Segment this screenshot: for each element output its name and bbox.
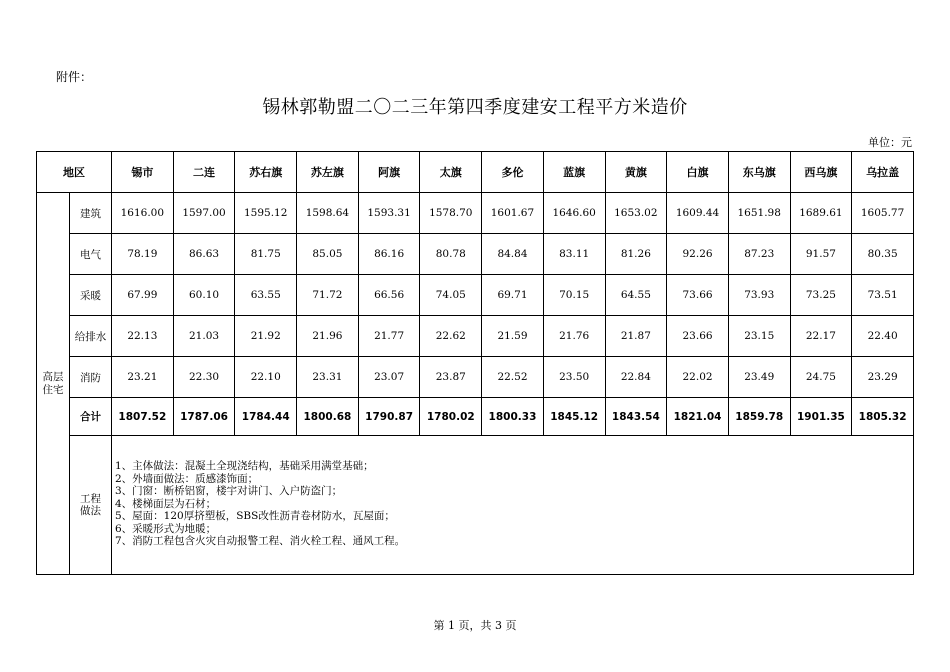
unit-label: 单位：元	[868, 136, 912, 149]
row-label: 采暖	[70, 275, 112, 316]
total-cell: 1901.35	[790, 398, 852, 436]
method-notes	[112, 436, 914, 575]
page-footer: 第 1 页，共 3 页	[433, 619, 517, 632]
value-cell: 64.55	[605, 275, 667, 316]
value-cell: 23.87	[420, 357, 482, 398]
value-cell: 63.55	[235, 275, 297, 316]
method-note: 5、屋面：120厚挤塑板，SBS改性沥青卷材防水，瓦屋面；	[115, 510, 395, 522]
region-header-cell: 锡市	[112, 152, 174, 193]
cost-table	[36, 151, 914, 575]
value-cell: 24.75	[790, 357, 852, 398]
region-header-cell: 蓝旗	[543, 152, 605, 193]
value-cell: 21.76	[543, 316, 605, 357]
value-cell: 86.63	[173, 234, 235, 275]
value-cell: 67.99	[112, 275, 174, 316]
value-cell: 1595.12	[235, 193, 297, 234]
value-cell: 23.29	[852, 357, 914, 398]
table-row	[37, 193, 914, 234]
value-cell: 22.17	[790, 316, 852, 357]
region-header-cell: 二连	[173, 152, 235, 193]
row-label: 给排水	[70, 316, 112, 357]
value-cell: 91.57	[790, 234, 852, 275]
value-cell: 22.62	[420, 316, 482, 357]
total-cell: 1845.12	[543, 398, 605, 436]
value-cell: 21.77	[358, 316, 420, 357]
value-cell: 23.21	[112, 357, 174, 398]
method-note: 4、楼梯面层为石材；	[115, 497, 217, 510]
total-cell: 1821.04	[667, 398, 729, 436]
value-cell: 23.49	[728, 357, 790, 398]
value-cell: 21.96	[297, 316, 359, 357]
region-header-cell: 东乌旗	[728, 152, 790, 193]
attachment-label: 附件：	[56, 70, 93, 84]
value-cell: 73.66	[667, 275, 729, 316]
region-header-cell: 多伦	[482, 152, 544, 193]
total-cell: 1800.68	[297, 398, 359, 436]
value-cell: 73.25	[790, 275, 852, 316]
value-cell: 74.05	[420, 275, 482, 316]
row-label: 建筑	[70, 193, 112, 234]
value-cell: 87.23	[728, 234, 790, 275]
total-cell: 1790.87	[358, 398, 420, 436]
region-header-cell: 西乌旗	[790, 152, 852, 193]
value-cell: 1601.67	[482, 193, 544, 234]
value-cell: 86.16	[358, 234, 420, 275]
value-cell: 21.87	[605, 316, 667, 357]
value-cell: 73.93	[728, 275, 790, 316]
total-label: 合计	[70, 398, 112, 436]
value-cell: 21.03	[173, 316, 235, 357]
value-cell: 23.66	[667, 316, 729, 357]
total-cell: 1843.54	[605, 398, 667, 436]
region-header-cell: 阿旗	[358, 152, 420, 193]
value-cell: 23.07	[358, 357, 420, 398]
row-label: 电气	[70, 234, 112, 275]
value-cell: 22.40	[852, 316, 914, 357]
table-row	[37, 275, 914, 316]
region-header: 地区	[37, 152, 112, 193]
total-cell: 1780.02	[420, 398, 482, 436]
group-label-text: 高层住宅	[42, 370, 64, 396]
total-cell: 1807.52	[112, 398, 174, 436]
value-cell: 22.13	[112, 316, 174, 357]
header-row	[37, 152, 914, 193]
region-header-cell: 苏左旗	[297, 152, 359, 193]
value-cell: 22.02	[667, 357, 729, 398]
value-cell: 84.84	[482, 234, 544, 275]
value-cell: 23.50	[543, 357, 605, 398]
value-cell: 21.59	[482, 316, 544, 357]
region-header-cell: 苏右旗	[235, 152, 297, 193]
total-cell: 1805.32	[852, 398, 914, 436]
total-cell: 1859.78	[728, 398, 790, 436]
total-cell: 1800.33	[482, 398, 544, 436]
value-cell: 83.11	[543, 234, 605, 275]
method-row	[37, 436, 914, 575]
method-note: 7、消防工程包含火灾自动报警工程、消火栓工程、通风工程。	[115, 535, 406, 547]
value-cell: 78.19	[112, 234, 174, 275]
method-note: 1、主体做法：混凝土全现浇结构，基础采用满堂基础；	[115, 460, 374, 472]
value-cell: 80.78	[420, 234, 482, 275]
page-title: 锡林郭勒盟二〇二三年第四季度建安工程平方米造价	[262, 97, 688, 118]
value-cell: 1646.60	[543, 193, 605, 234]
value-cell: 66.56	[358, 275, 420, 316]
total-cell: 1787.06	[173, 398, 235, 436]
value-cell: 22.30	[173, 357, 235, 398]
region-header-cell: 乌拉盖	[852, 152, 914, 193]
value-cell: 1605.77	[852, 193, 914, 234]
method-label	[70, 436, 112, 575]
total-row	[37, 398, 914, 436]
total-cell: 1784.44	[235, 398, 297, 436]
value-cell: 69.71	[482, 275, 544, 316]
value-cell: 22.10	[235, 357, 297, 398]
group-label	[37, 193, 70, 575]
value-cell: 73.51	[852, 275, 914, 316]
value-cell: 60.10	[173, 275, 235, 316]
method-note: 3、门窗：断桥铝窗，楼宇对讲门、入户防盗门；	[115, 485, 343, 497]
value-cell: 1597.00	[173, 193, 235, 234]
table-row	[37, 316, 914, 357]
value-cell: 80.35	[852, 234, 914, 275]
region-header-cell: 太旗	[420, 152, 482, 193]
table-row	[37, 357, 914, 398]
value-cell: 1578.70	[420, 193, 482, 234]
value-cell: 1598.64	[297, 193, 359, 234]
value-cell: 22.84	[605, 357, 667, 398]
value-cell: 1653.02	[605, 193, 667, 234]
value-cell: 81.75	[235, 234, 297, 275]
method-note: 6、采暖形式为地暖；	[115, 522, 217, 535]
value-cell: 71.72	[297, 275, 359, 316]
method-note: 2、外墙面做法：质感漆饰面；	[115, 472, 259, 485]
value-cell: 70.15	[543, 275, 605, 316]
row-label: 消防	[70, 357, 112, 398]
value-cell: 21.92	[235, 316, 297, 357]
region-header-cell: 黄旗	[605, 152, 667, 193]
value-cell: 92.26	[667, 234, 729, 275]
value-cell: 85.05	[297, 234, 359, 275]
value-cell: 23.31	[297, 357, 359, 398]
value-cell: 1689.61	[790, 193, 852, 234]
value-cell: 1593.31	[358, 193, 420, 234]
region-header-cell: 白旗	[667, 152, 729, 193]
value-cell: 22.52	[482, 357, 544, 398]
value-cell: 81.26	[605, 234, 667, 275]
value-cell: 1651.98	[728, 193, 790, 234]
table-row	[37, 234, 914, 275]
method-label-text: 工程做法	[79, 493, 101, 517]
value-cell: 1616.00	[112, 193, 174, 234]
value-cell: 23.15	[728, 316, 790, 357]
value-cell: 1609.44	[667, 193, 729, 234]
